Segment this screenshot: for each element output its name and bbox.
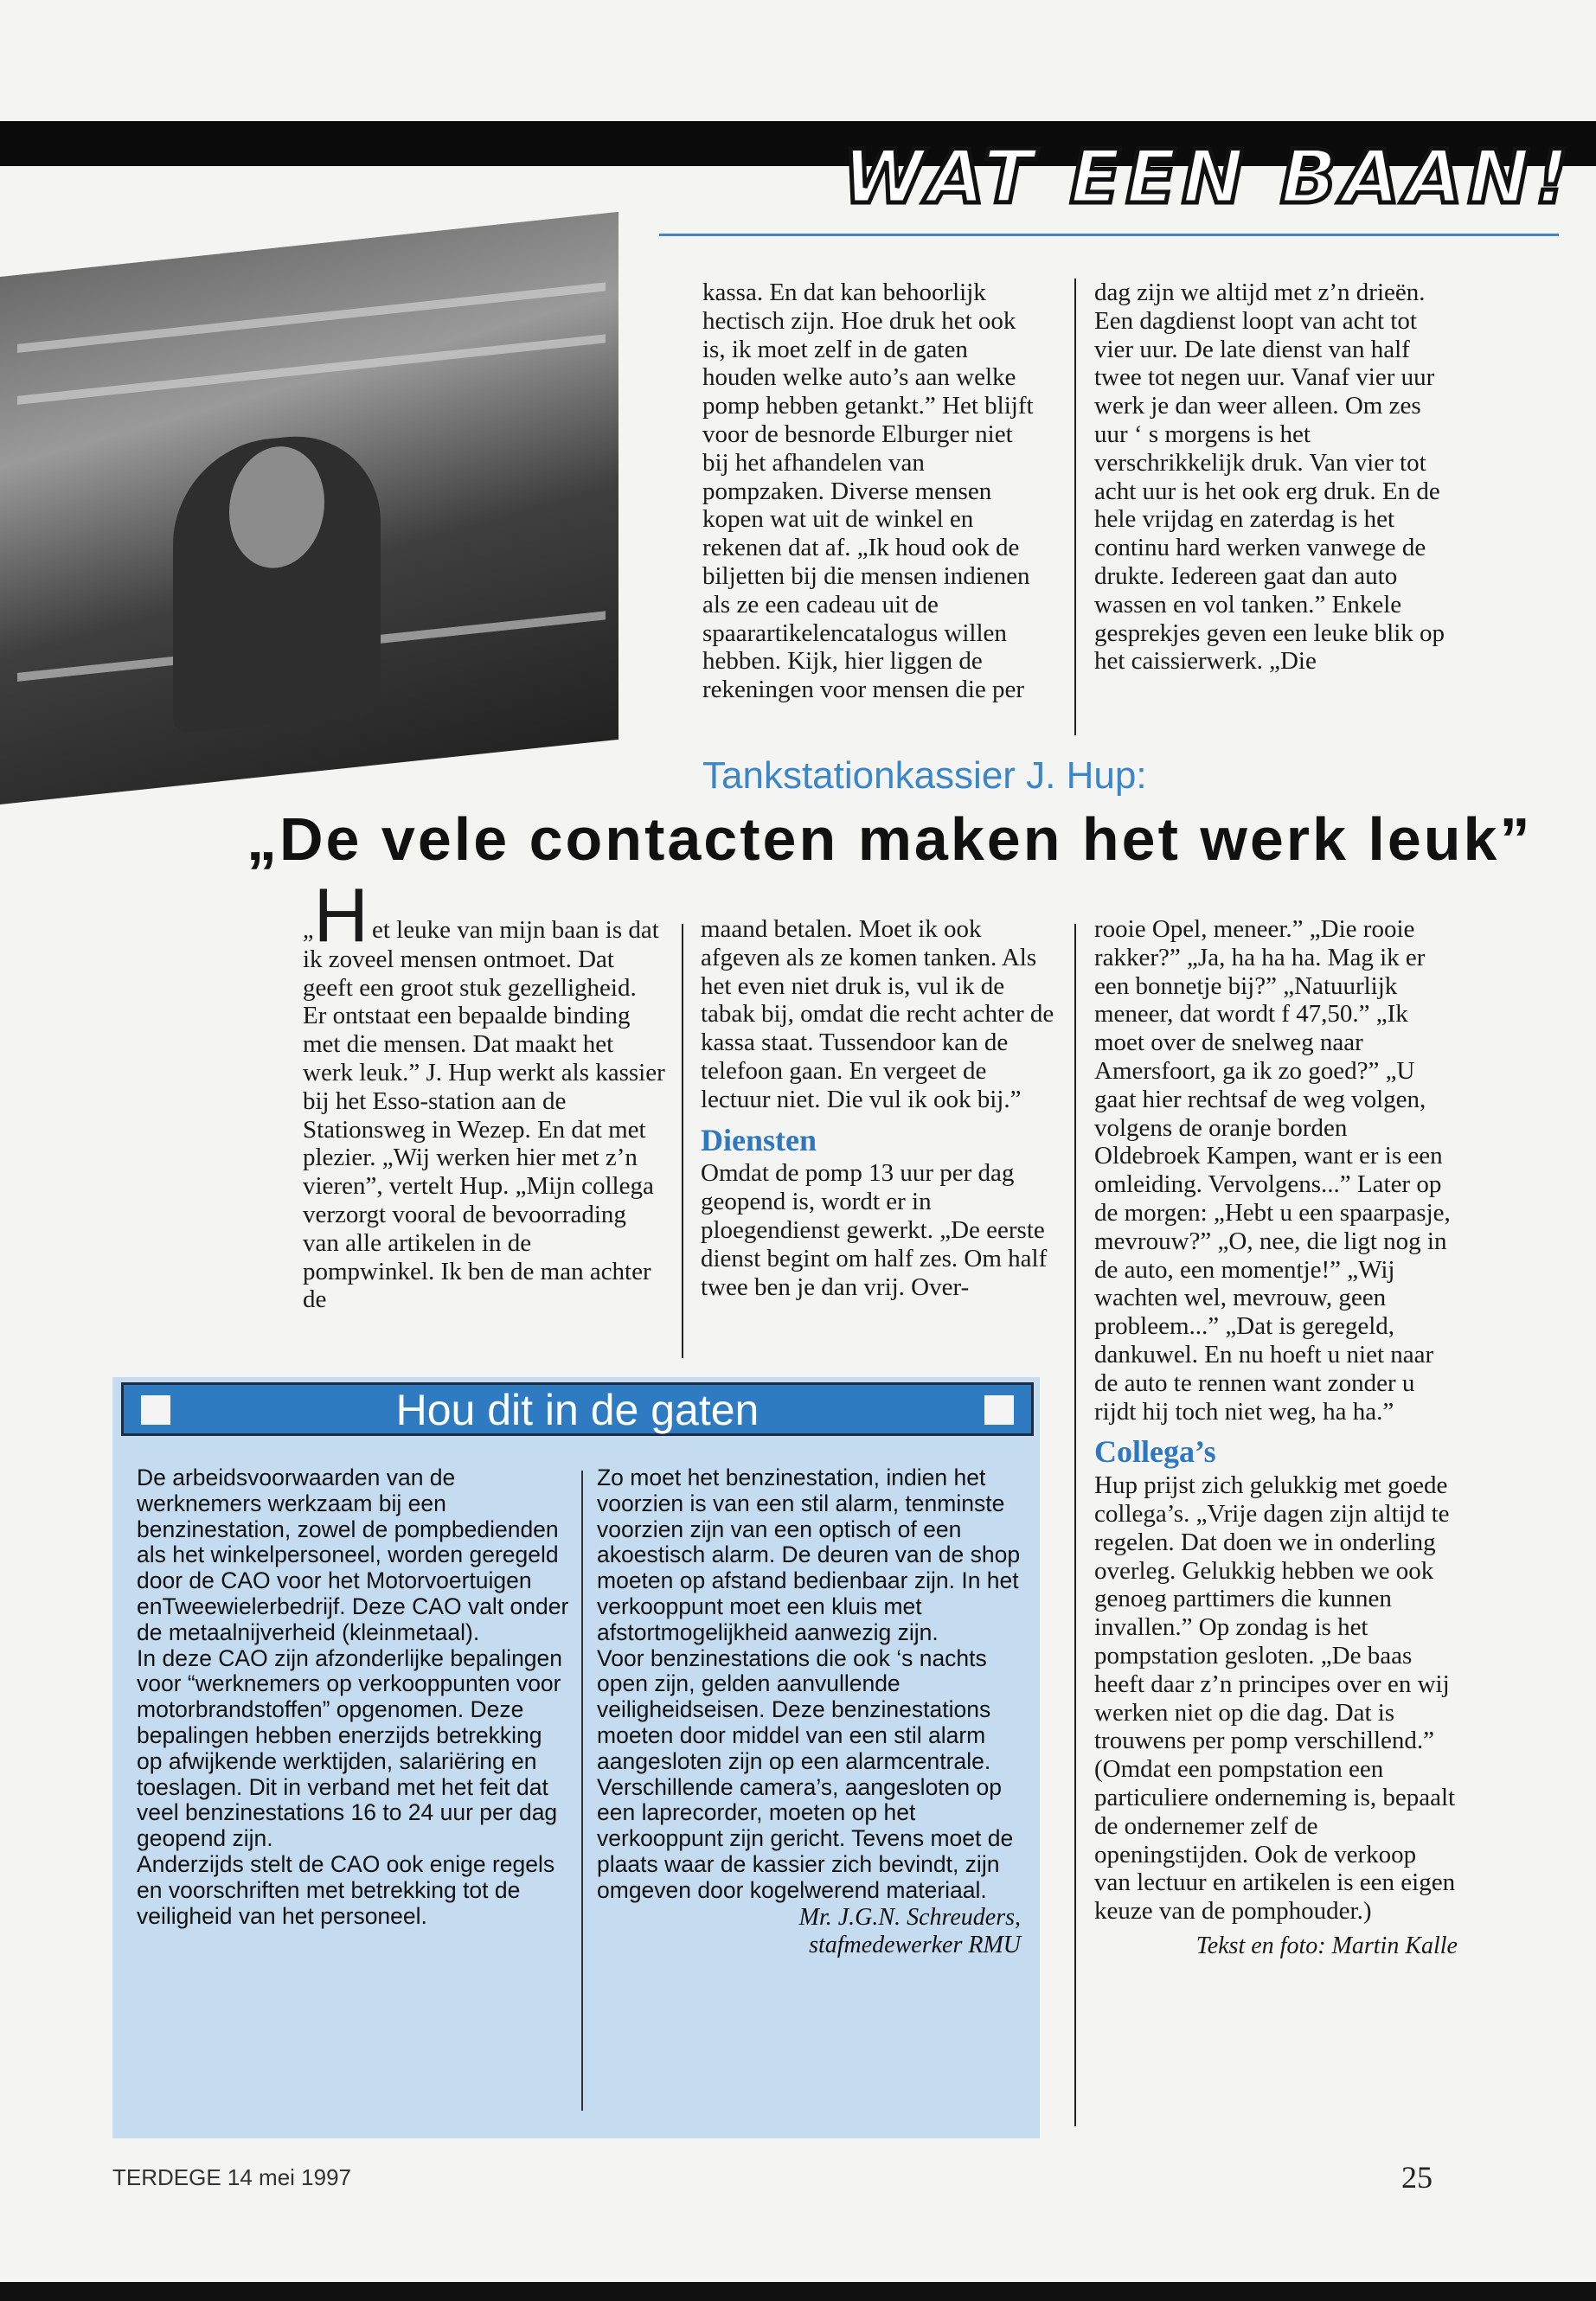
headline: „De vele contacten maken het werk leuk” — [247, 805, 1533, 873]
square-icon — [984, 1395, 1014, 1425]
section-heading-collegas: Collega’s — [1094, 1434, 1216, 1470]
dropcap-quote: „ — [303, 917, 314, 944]
banner-underline — [659, 234, 1559, 236]
dropcap-letter: H — [313, 872, 369, 958]
column-divider — [682, 924, 683, 1358]
upper-column-2-text: dag zijn we altijd met z’n drieën. Een dagdienst loopt van acht tot vier uur. De late dienst van half twee tot negen uur. Vanaf vier uur werk je dan weer alleen. Om zes uur ‘ s morgens is het verschrikkelijk druk. Van vier tot acht uur is het ook erg druk. En de hele vrijdag en zaterdag is het continu hard werken vanwege de drukte. Iedereen gaat dan auto wassen en vol tanken.” Enkele gesprekjes geven een leuke blik op het caissierwerk. „Die — [1094, 279, 1445, 676]
info-box-title: Hou dit in de gaten — [395, 1386, 760, 1434]
info-box-right-p1: Zo moet het benzinestation, indien het voorzien is van een stil alarm, tenminste voorzien zijn van een optisch of een akoestisch alarm. De deuren van de shop moeten op afstand bedienbaar zijn. In het verkooppunt moet een kluis met afstortmogelijkheid aanwezig zijn. — [597, 1465, 1021, 1645]
info-box-left-p3: Anderzijds stelt de CAO ook enige regels en voorschriften met betrekking tot de veiligheid van het personeel. — [137, 1850, 555, 1929]
info-box-column-left — [137, 1465, 569, 1929]
body-column-2 — [701, 915, 1062, 1301]
section-heading-diensten: Diensten — [701, 1122, 817, 1157]
body-column-3-text-continued: Hup prijst zich gelukkig met goede collega’s. „Vrije dagen zijn altijd te regelen. Dat doen we in onderling overleg. Gelukkig hebben we ook genoeg parttimers die kunnen invallen.” Op zondag is het pompstation gesloten. „De baas heeft daar z’n principes over en wij werken niet op die dag. Dat is trouwens per pomp verschillend.” (Omdat een pompstation een particuliere onderneming is, bepaalt de ondernemer zelf de openingstijden. Ook de verkoop van lectuur en artikelen is een eigen keuze van de pomphouder.) — [1094, 1471, 1456, 1926]
column-divider — [1074, 279, 1076, 735]
info-box-header — [121, 1382, 1034, 1436]
info-box-divider — [581, 1471, 583, 2111]
info-box-column-right — [597, 1465, 1029, 1959]
info-box-left-p2: In deze CAO zijn afzonderlijke bepalingen voor “werknemers op verkooppunten voor motorbrandstoffen” opgenomen. Deze bepalingen hebben enerzijds betrekking op afwijkende werktijden, salariëring en toeslagen. Dit in verband met het feit dat veel benzinestations 16 to 24 uur per dag geopend zijn. — [137, 1644, 563, 1852]
footer-publication: TERDEGE 14 mei 1997 — [112, 2164, 352, 2190]
body-column-2-text: maand betalen. Moet ik ook afgeven als ze komen tanken. Als het even niet druk is, vul ik de tabak bij, omdat die recht achter de kassa staat. Tussendoor kan de telefoon gaan. En vergeet de lectuur niet. Die vul ik ook bij.” — [701, 915, 1054, 1113]
signature-name: Mr. J.G.N. Schreuders, — [798, 1903, 1021, 1931]
body-column-1 — [303, 872, 666, 1314]
info-box-right-p2: Voor benzinestations die ook ‘s nachts open zijn, gelden aanvullende veiligheidseisen. Deze benzinestations moeten door middel van een stil alarm aangesloten zijn op een alarmcentrale. Verschillende camera’s, aangesloten op een laprecorder, moeten op het verkooppunt zijn gericht. Tevens moet de plaats waar de kassier zich bevindt, zijn omgeven door kogelwerend materiaal. — [597, 1644, 1014, 1903]
upper-column-2 — [1094, 279, 1458, 676]
body-column-1-text: et leuke van mijn baan is dat ik zoveel mensen ontmoet. Dat geeft een groot stuk gezelligheid. Er ontstaat een bepaalde binding met die mensen. Dat maakt het werk leuk.” J. Hup werkt als kassier bij het Esso-station aan de Stationsweg in Wezep. En dat met plezier. „Wij werken hier met z’n vieren”, vertelt Hup. „Mijn collega verzorgt vooral de bevoorrading van alle artikelen in de pompwinkel. Ik ben de man achter de — [303, 916, 665, 1314]
photo-credit: Tekst en foto: Martin Kalle — [1195, 1932, 1458, 1959]
body-column-3 — [1094, 915, 1458, 1960]
upper-column-1 — [702, 279, 1038, 704]
subheadline: Tankstationkassier J. Hup: — [702, 754, 1147, 797]
cashier-photo — [0, 212, 619, 804]
page-number: 25 — [1401, 2160, 1433, 2195]
column-divider — [1074, 924, 1076, 2126]
info-box-left-p1: De arbeidsvoorwaarden van de werknemers werkzaam bij een benzinestation, zowel de pompbedienden als het winkelpersoneel, worden geregeld door de CAO voor het Motorvoertuigen enTweewielerbedrijf. Deze CAO valt onder de metaalnijverheid (kleinmetaal). — [137, 1465, 569, 1645]
body-column-3-text: rooie Opel, meneer.” „Die rooie rakker?” „Ja, ha ha ha. Mag ik er een bonnetje bij?” „Natuurlijk meneer, dat wordt f 47,50.” „Ik moet over de snelweg naar Amersfoort, ga ik zo goed?” „U gaat hier rechtsaf de weg volgen, volgens de oranje borden Oldebroek Kampen, want er is een omleiding. Vervolgens...” Later op de morgen: „Hebt u een spaarpasje, mevrouw?” „O, nee, die ligt nog in de auto, een momentje!” „Wij wachten wel, mevrouw, geen probleem...” „Dat is geregeld, dankuwel. En nu hoeft u niet naar de auto te rennen want zonder u rijdt hij toch niet weg, ha ha.” — [1094, 915, 1451, 1426]
body-column-2-text-continued: Omdat de pomp 13 uur per dag geopend is, wordt er in ploegendienst gewerkt. „De eerste dienst begint om half zes. Om half twee ben je dan vrij. Over- — [701, 1159, 1048, 1301]
banner-title: WAT EEN BAAN! — [843, 134, 1574, 221]
upper-column-1-text: kassa. En dat kan behoorlijk hectisch zijn. Hoe druk het ook is, ik moet zelf in de gaten houden welke auto’s aan welke pomp hebben getankt.” Het blijft voor de besnorde Elburger niet bij het afhandelen van pompzaken. Diverse mensen kopen wat uit de winkel en rekenen dat af. „Ik houd ook de biljetten bij die mensen indienen als ze een cadeau uit de spaarartikelencatalogus willen hebben. Kijk, hier liggen de rekeningen voor mensen die per — [702, 279, 1034, 704]
signature-role: stafmedewerker RMU — [809, 1931, 1021, 1958]
bottom-black-bar — [0, 2282, 1596, 2301]
